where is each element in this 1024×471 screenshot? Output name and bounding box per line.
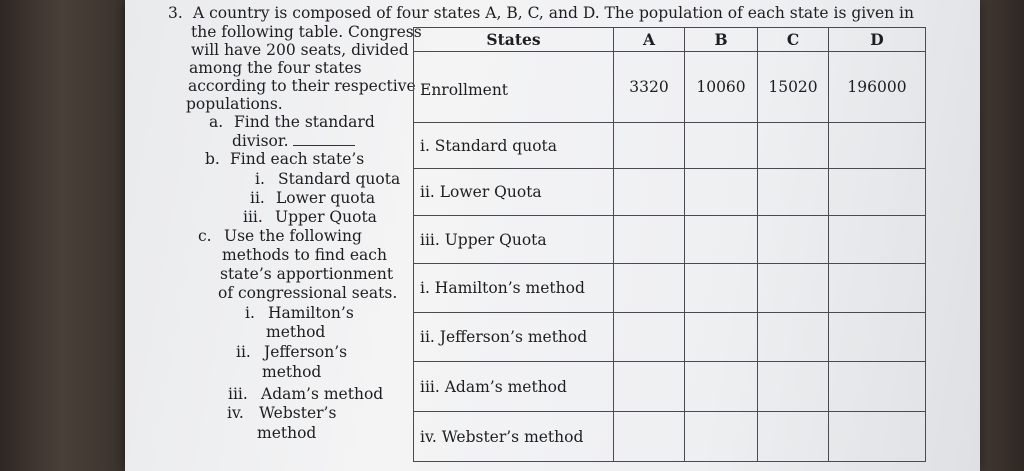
answer-cell[interactable] — [758, 264, 829, 313]
part-c-item-2-line-2: method — [262, 363, 322, 381]
answer-cell[interactable] — [829, 362, 926, 412]
table-row — [414, 264, 926, 313]
answer-cell[interactable] — [614, 216, 685, 264]
answer-cell[interactable] — [758, 412, 829, 462]
part-b-item-3-label: Upper Quota — [275, 208, 377, 226]
enrollment-c: 15020 — [758, 52, 829, 123]
part-c-marker: c. — [198, 227, 212, 245]
answer-cell[interactable] — [829, 123, 926, 169]
answer-cell[interactable] — [685, 313, 758, 362]
answer-cell[interactable] — [614, 313, 685, 362]
row-label-jefferson-method: ii. Jefferson’s method — [414, 313, 614, 362]
answer-cell[interactable] — [758, 169, 829, 216]
question-intro-line-1: A country is composed of four states A, B, C, and D. The population of each state is given in — [193, 4, 914, 22]
question-intro-line-6: populations. — [186, 95, 283, 113]
answer-cell[interactable] — [829, 412, 926, 462]
answer-cell[interactable] — [685, 216, 758, 264]
question-intro-line-2: the following table. Congress — [191, 23, 422, 41]
part-b-item-3-marker: iii. — [243, 208, 263, 226]
row-label-webster-method: iv. Webster’s method — [414, 412, 614, 462]
table-row — [414, 169, 926, 216]
part-c-item-1-marker: i. — [245, 304, 255, 322]
table-row — [414, 412, 926, 462]
answer-cell[interactable] — [685, 123, 758, 169]
row-label-upper-quota: iii. Upper Quota — [414, 216, 614, 264]
part-c-item-1-line-1: Hamilton’s — [268, 304, 354, 322]
part-c-item-4-line-1: Webster’s — [259, 404, 337, 422]
answer-cell[interactable] — [758, 362, 829, 412]
part-c-item-4-line-2: method — [257, 424, 317, 442]
part-b-text: Find each state’s — [230, 150, 365, 168]
population-table — [413, 27, 926, 462]
part-c-item-4-marker: iv. — [227, 404, 244, 422]
answer-cell[interactable] — [758, 313, 829, 362]
part-a-line-1: Find the standard — [234, 113, 375, 131]
part-b-marker: b. — [205, 150, 220, 168]
column-header-c: C — [758, 28, 829, 52]
part-a-marker: a. — [209, 113, 224, 131]
table-row — [414, 123, 926, 169]
part-c-item-1-line-2: method — [266, 323, 326, 341]
states-header: States — [414, 28, 614, 52]
part-a-line-2 — [232, 132, 355, 151]
part-c-item-3-marker: iii. — [228, 385, 248, 403]
answer-cell[interactable] — [829, 216, 926, 264]
row-label-adam-method: iii. Adam’s method — [414, 362, 614, 412]
answer-cell[interactable] — [685, 412, 758, 462]
answer-cell[interactable] — [685, 169, 758, 216]
part-c-item-3-line-1: Adam’s method — [261, 385, 384, 403]
part-c-line-2: methods to find each — [222, 246, 387, 264]
column-header-b: B — [685, 28, 758, 52]
answer-cell[interactable] — [614, 412, 685, 462]
column-header-a: A — [614, 28, 685, 52]
part-a-line-2-text: divisor. — [232, 132, 289, 150]
question-intro-line-5: according to their respective — [188, 77, 416, 95]
answer-blank[interactable] — [293, 133, 355, 146]
part-b-item-2-marker: ii. — [250, 189, 265, 207]
table-row — [414, 313, 926, 362]
part-c-line-1: Use the following — [224, 227, 362, 245]
row-label-lower-quota: ii. Lower Quota — [414, 169, 614, 216]
row-label-standard-quota: i. Standard quota — [414, 123, 614, 169]
part-c-item-2-marker: ii. — [236, 343, 251, 361]
row-label-enrollment: Enrollment — [414, 52, 614, 123]
part-c-line-3: state’s apportionment — [220, 265, 394, 283]
answer-cell[interactable] — [685, 264, 758, 313]
question-intro-line-4: among the four states — [189, 59, 362, 77]
answer-cell[interactable] — [614, 169, 685, 216]
part-b-item-1-label: Standard quota — [278, 170, 401, 188]
answer-cell[interactable] — [685, 362, 758, 412]
answer-cell[interactable] — [614, 362, 685, 412]
column-header-d: D — [829, 28, 926, 52]
table-row — [414, 216, 926, 264]
part-b-item-2-label: Lower quota — [276, 189, 376, 207]
part-b-item-1-marker: i. — [255, 170, 265, 188]
answer-cell[interactable] — [829, 313, 926, 362]
part-c-line-4: of congressional seats. — [218, 284, 398, 302]
table-row — [414, 52, 926, 123]
question-number: 3. — [168, 4, 183, 22]
table-header-row — [414, 28, 926, 52]
row-label-hamilton-method: i. Hamilton’s method — [414, 264, 614, 313]
answer-cell[interactable] — [829, 264, 926, 313]
enrollment-a: 3320 — [614, 52, 685, 123]
enrollment-d: 196000 — [829, 52, 926, 123]
question-intro-line-3: will have 200 seats, divided — [191, 41, 409, 59]
table-row — [414, 362, 926, 412]
part-c-item-2-line-1: Jefferson’s — [264, 343, 348, 361]
answer-cell[interactable] — [758, 123, 829, 169]
answer-cell[interactable] — [614, 264, 685, 313]
enrollment-b: 10060 — [685, 52, 758, 123]
answer-cell[interactable] — [614, 123, 685, 169]
answer-cell[interactable] — [758, 216, 829, 264]
answer-cell[interactable] — [829, 169, 926, 216]
